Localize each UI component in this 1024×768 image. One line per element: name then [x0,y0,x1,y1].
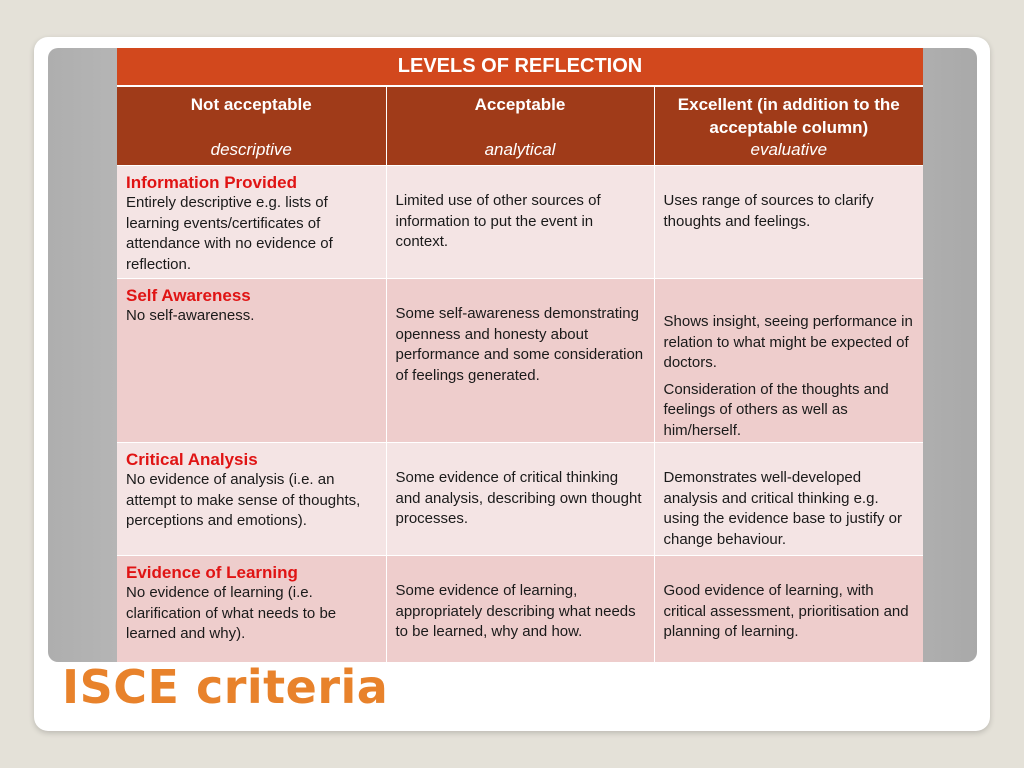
slide-title: ISCE criteria [62,660,389,714]
cell-excellent: Good evidence of learning, with critical assessment, prioritisation and planning of learning. [654,556,923,663]
cell-acceptable: Limited use of other sources of information to put the event in context. [386,166,654,279]
column-header-sub: evaluative [750,140,828,159]
cell-text-secondary: Consideration of the thoughts and feelings of others as well as him/herself. [663,380,889,439]
criterion-label: Evidence of Learning [126,563,298,582]
reflection-table-container [117,48,923,662]
table-title: LEVELS OF REFLECTION [117,48,923,86]
cell-not-acceptable [117,556,386,663]
column-header-excellent [654,86,923,166]
column-header-not-acceptable [117,86,386,166]
table-row-evidence-of-learning [117,556,923,663]
cell-text: No self-awareness. [126,307,255,324]
criterion-label: Critical Analysis [126,450,258,469]
cell-excellent [654,279,923,443]
column-header-label: Acceptable [474,95,566,114]
cell-not-acceptable [117,443,386,556]
criterion-label: Information Provided [126,173,297,192]
cell-excellent: Uses range of sources to clarify thoughts and feelings. [654,166,923,279]
levels-of-reflection-table [117,48,923,662]
column-header-sub: descriptive [210,140,292,159]
cell-text: Shows insight, seeing performance in relation to what might be expected of doctors. [663,313,913,371]
cell-acceptable: Some evidence of critical thinking and analysis, describing own thought processes. [386,443,654,556]
table-row-self-awareness [117,279,923,443]
column-header-sub: analytical [484,140,556,159]
cell-text: Entirely descriptive e.g. lists of learning events/certificates of attendance with no evidence of reflection. [126,194,333,273]
cell-text: No evidence of analysis (i.e. an attempt to make sense of thoughts, perceptions and emotions). [126,471,361,529]
cell-not-acceptable [117,279,386,443]
cell-excellent: Demonstrates well-developed analysis and critical thinking e.g. using the evidence base to justify or change behaviour. [654,443,923,556]
column-header-acceptable [386,86,654,166]
criterion-label: Self Awareness [126,286,251,305]
table-row-information-provided [117,166,923,279]
cell-acceptable: Some self-awareness demonstrating openness and honesty about performance and some consideration of feelings generated. [386,279,654,443]
cell-text: No evidence of learning (i.e. clarification of what needs to be learned and why). [126,584,337,642]
cell-acceptable: Some evidence of learning, appropriately describing what needs to be learned, why and how. [386,556,654,663]
table-row-critical-analysis [117,443,923,556]
column-header-label: Excellent (in addition to the acceptable column) [677,95,900,137]
cell-not-acceptable [117,166,386,279]
column-header-label: Not acceptable [190,95,312,114]
